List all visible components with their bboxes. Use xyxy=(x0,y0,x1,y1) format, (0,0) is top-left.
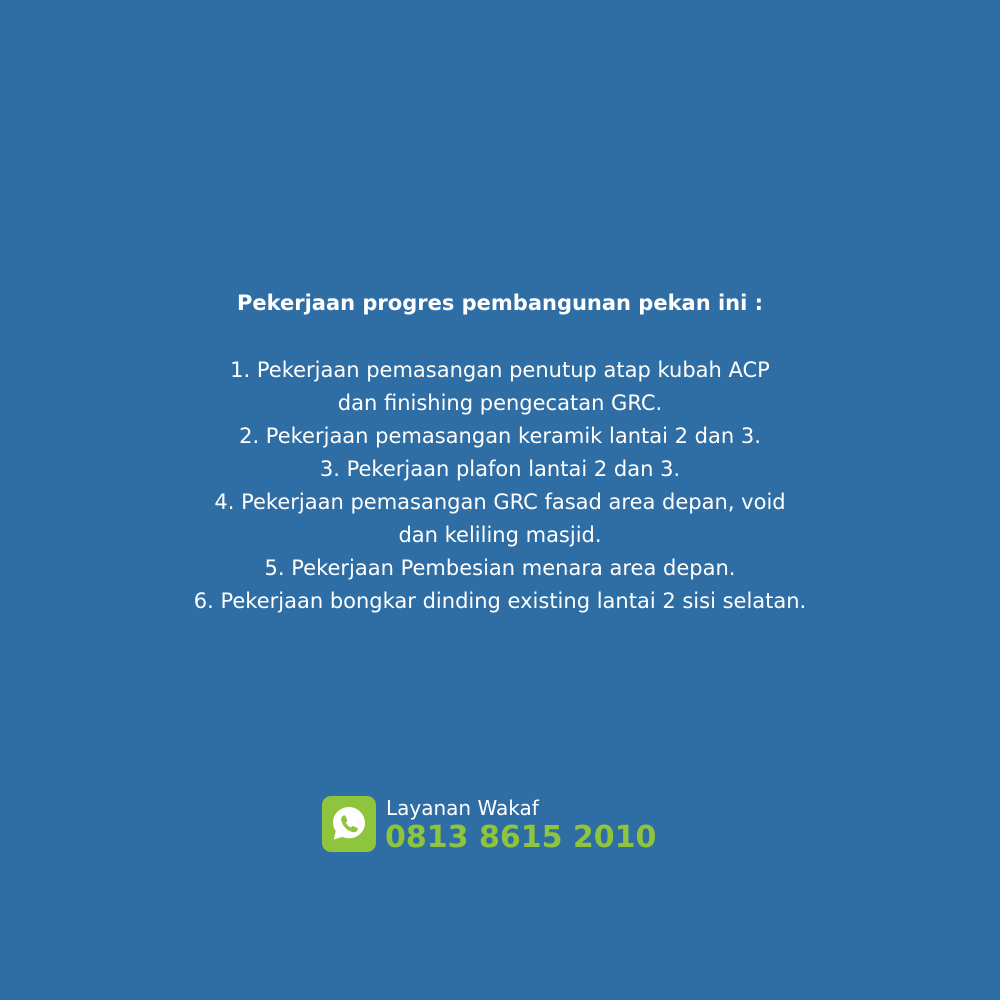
whatsapp-icon xyxy=(322,796,376,852)
announcement xyxy=(0,286,1000,618)
progress-line: 4. Pekerjaan pemasangan GRC fasad area depan, void xyxy=(214,490,786,514)
progress-line: dan finishing pengecatan GRC. xyxy=(337,391,663,415)
progress-line: 1. Pekerjaan pemasangan penutup atap kubah ACP xyxy=(230,358,770,382)
contact-phone-number: 0813 8615 2010 xyxy=(385,820,657,855)
progress-line: 6. Pekerjaan bongkar dinding existing lantai 2 sisi selatan. xyxy=(193,589,807,613)
announcement-heading: Pekerjaan progres pembangunan pekan ini : xyxy=(236,291,764,315)
whatsapp-icon-graphic xyxy=(322,796,376,852)
progress-line: 3. Pekerjaan plafon lantai 2 dan 3. xyxy=(319,457,681,481)
contact-label: Layanan Wakaf xyxy=(386,796,539,820)
progress-list xyxy=(0,354,1000,618)
progress-line: 5. Pekerjaan Pembesian menara area depan. xyxy=(264,556,736,580)
progress-line: 2. Pekerjaan pemasangan keramik lantai 2 dan 3. xyxy=(239,424,761,448)
progress-line: dan keliling masjid. xyxy=(398,523,602,547)
